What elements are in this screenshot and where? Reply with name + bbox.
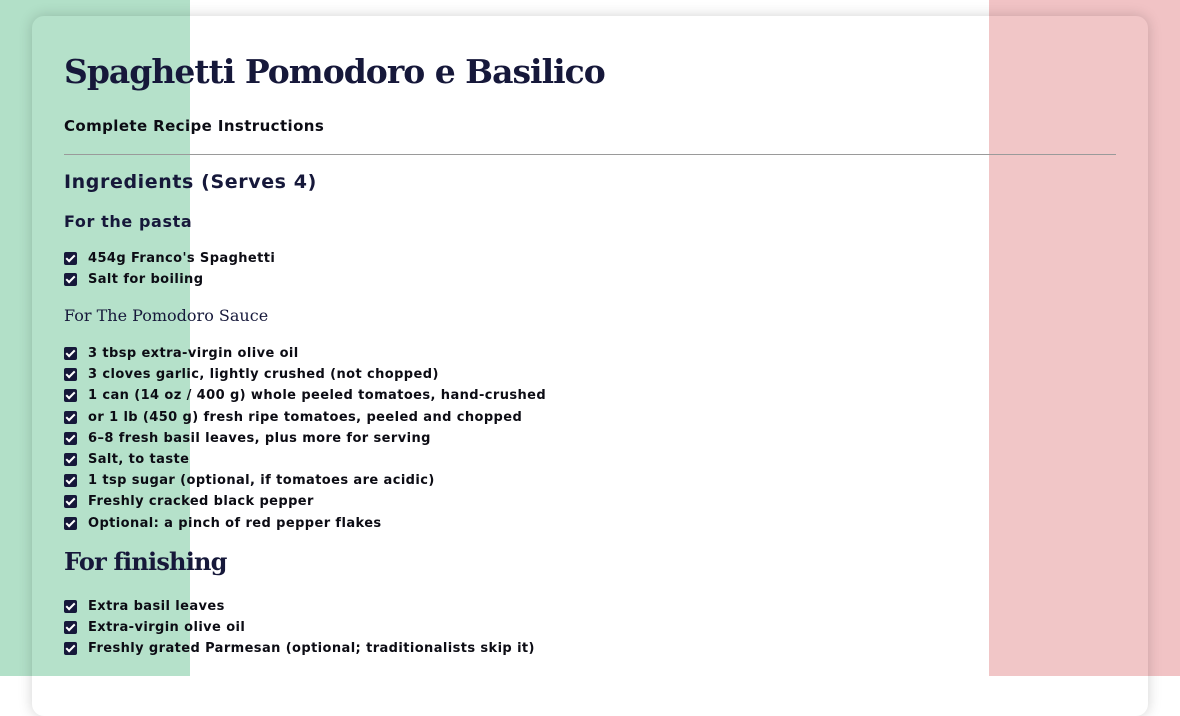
ingredient-item[interactable] [64,364,546,385]
ingredient-label: 454g Franco's Spaghetti [88,251,276,267]
ingredient-label: Freshly grated Parmesan (optional; traditionalists skip it) [88,641,535,657]
checked-checkbox-icon[interactable] [64,411,77,424]
sauce-heading: For The Pomodoro Sauce [64,306,269,325]
ingredient-label: 1 tsp sugar (optional, if tomatoes are acidic) [88,473,435,489]
ingredient-item[interactable] [64,407,546,428]
sauce-ingredient-list [64,343,546,534]
checked-checkbox-icon[interactable] [64,368,77,381]
ingredient-item[interactable] [64,449,546,470]
ingredient-item[interactable] [64,638,535,659]
ingredient-item[interactable] [64,491,546,512]
ingredient-item[interactable] [64,617,535,638]
pasta-heading: For the pasta [64,212,193,231]
ingredient-label: Extra basil leaves [88,599,225,615]
ingredient-label: 6–8 fresh basil leaves, plus more for serving [88,430,431,446]
ingredients-heading: Ingredients (Serves 4) [64,171,317,193]
checked-checkbox-icon[interactable] [64,600,77,613]
ingredient-label: Salt, to taste [88,452,190,468]
ingredient-item[interactable] [64,428,546,449]
checked-checkbox-icon[interactable] [64,453,77,466]
checked-checkbox-icon[interactable] [64,389,77,402]
recipe-subtitle: Complete Recipe Instructions [64,117,325,135]
ingredient-item[interactable] [64,513,546,534]
ingredient-item[interactable] [64,269,275,290]
ingredient-label: 3 cloves garlic, lightly crushed (not chopped) [88,367,439,383]
finishing-ingredient-list [64,596,535,660]
ingredient-label: 1 can (14 oz / 400 g) whole peeled tomatoes, hand-crushed [88,388,547,404]
pasta-ingredient-list [64,248,275,290]
ingredient-label: Freshly cracked black pepper [88,494,314,510]
ingredient-label: 3 tbsp extra-virgin olive oil [88,346,299,362]
ingredient-item[interactable] [64,596,535,617]
checked-checkbox-icon[interactable] [64,432,77,445]
ingredient-item[interactable] [64,385,546,406]
ingredient-label: Extra-virgin olive oil [88,620,246,636]
ingredient-label: or 1 lb (450 g) fresh ripe tomatoes, peeled and chopped [88,409,523,425]
checked-checkbox-icon[interactable] [64,621,77,634]
divider [64,154,1116,155]
checked-checkbox-icon[interactable] [64,252,77,265]
checked-checkbox-icon[interactable] [64,517,77,530]
ingredient-item[interactable] [64,470,546,491]
checked-checkbox-icon[interactable] [64,273,77,286]
checked-checkbox-icon[interactable] [64,474,77,487]
checked-checkbox-icon[interactable] [64,642,77,655]
ingredient-item[interactable] [64,343,546,364]
checked-checkbox-icon[interactable] [64,347,77,360]
recipe-title: Spaghetti Pomodoro e Basilico [64,52,605,91]
ingredient-label: Salt for boiling [88,272,204,288]
ingredient-label: Optional: a pinch of red pepper flakes [88,515,382,531]
ingredient-item[interactable] [64,248,275,269]
checked-checkbox-icon[interactable] [64,495,77,508]
finishing-heading: For finishing [64,547,227,576]
